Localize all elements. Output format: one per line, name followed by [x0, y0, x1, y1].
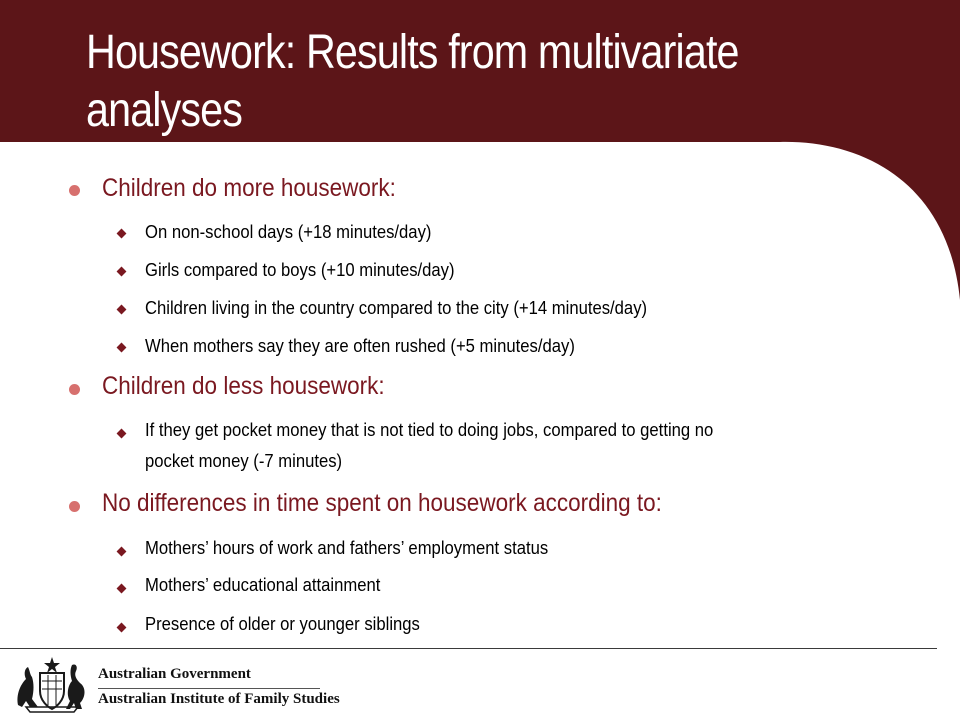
list-item-line-2: pocket money (-7 minutes) [145, 450, 343, 471]
footer-name-rule [98, 688, 320, 689]
institute-name: Australian Institute of Family Studies [98, 691, 340, 707]
list-item: Presence of older or younger siblings [145, 613, 420, 634]
bullet-dot [69, 501, 80, 512]
page-title-line-2: analyses [86, 84, 243, 137]
list-item: On non-school days (+18 minutes/day) [145, 221, 432, 242]
list-item: When mothers say they are often rushed (+5 minutes/day) [145, 335, 575, 356]
list-item: Mothers’ hours of work and fathers’ employment status [145, 537, 549, 558]
government-name: Australian Government [98, 666, 251, 682]
diamond-bullet-icon [117, 267, 127, 277]
coat-of-arms-icon [12, 655, 92, 713]
bullet-dot [69, 384, 80, 395]
diamond-bullet-icon [117, 623, 127, 633]
diamond-bullet-icon [117, 429, 127, 439]
section-heading-more: Children do more housework: [102, 174, 396, 202]
list-item [145, 414, 713, 476]
diamond-bullet-icon [117, 305, 127, 315]
list-item: Girls compared to boys (+10 minutes/day) [145, 259, 455, 280]
section-heading-no-differences: No differences in time spent on housework according to: [102, 489, 662, 517]
diamond-bullet-icon [117, 547, 127, 557]
list-item: Children living in the country compared to the city (+14 minutes/day) [145, 297, 648, 318]
diamond-bullet-icon [117, 229, 127, 239]
diamond-bullet-icon [117, 584, 127, 594]
list-item: Mothers’ educational attainment [145, 574, 381, 595]
footer-divider [0, 648, 937, 649]
list-item-line-1: If they get pocket money that is not tied to doing jobs, compared to getting no [145, 419, 714, 440]
page-title-line-1: Housework: Results from multivariate [86, 26, 739, 79]
section-heading-less: Children do less housework: [102, 372, 385, 400]
diamond-bullet-icon [117, 343, 127, 353]
bullet-dot [69, 185, 80, 196]
